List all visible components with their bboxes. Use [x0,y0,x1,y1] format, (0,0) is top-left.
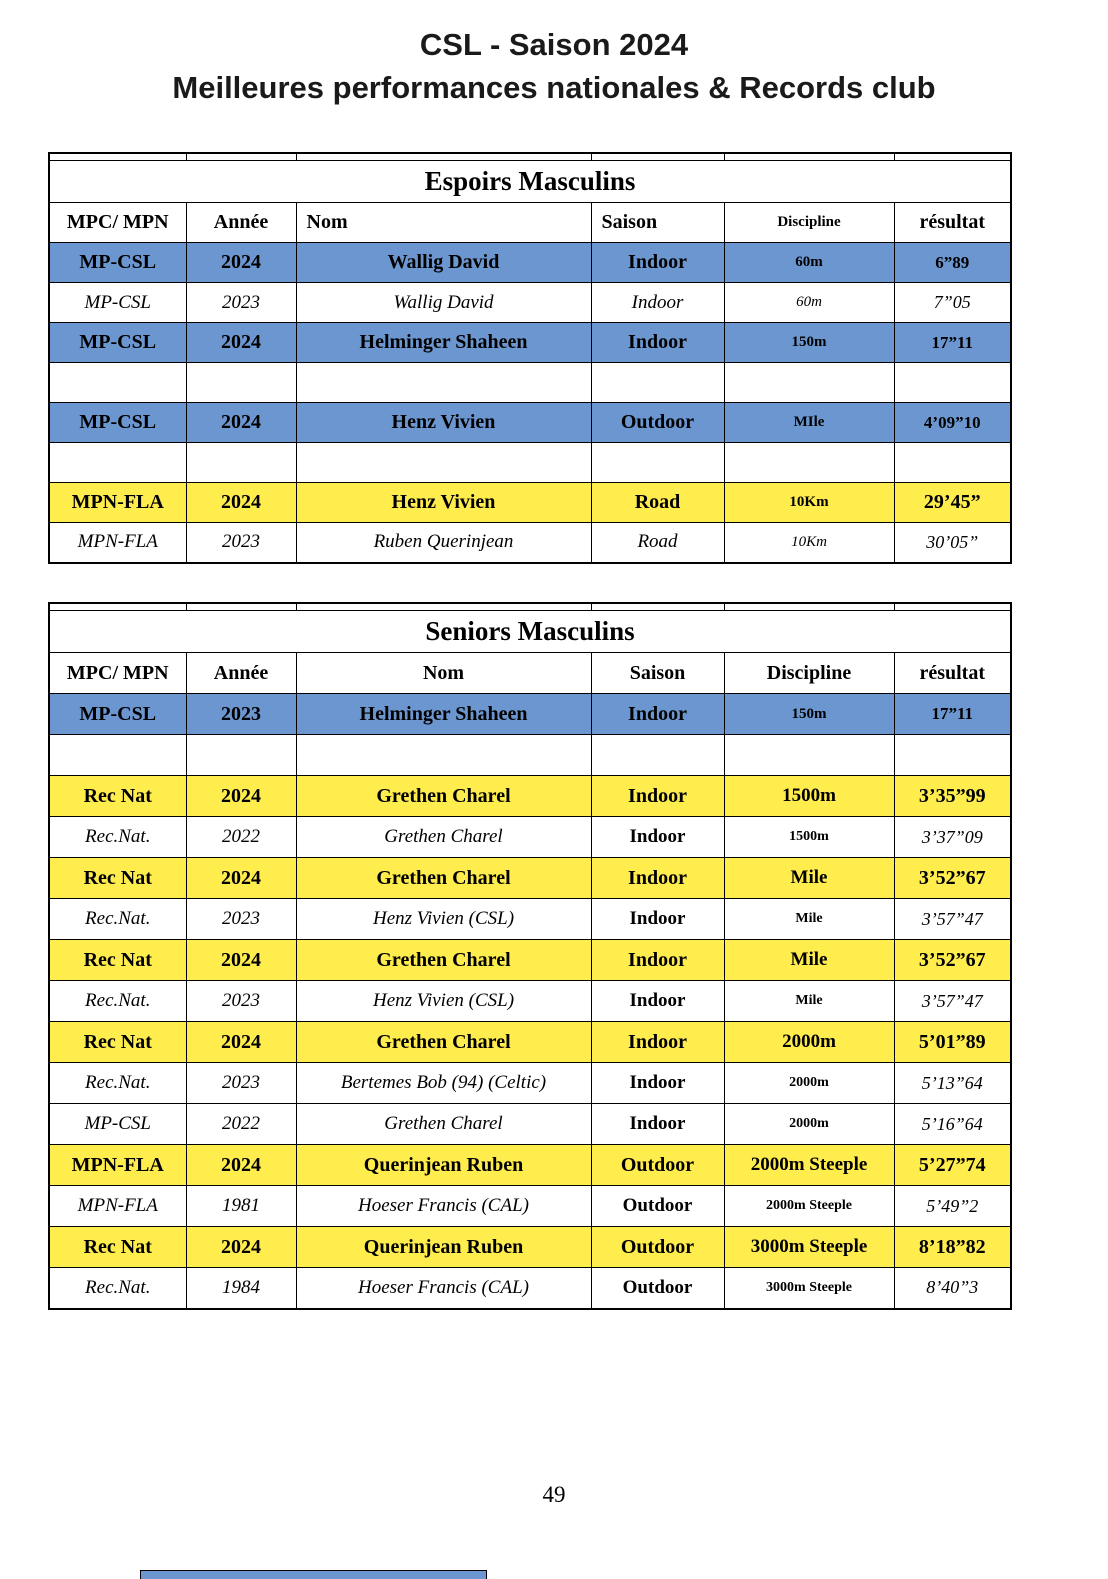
cell-resultat: 17”11 [894,323,1011,363]
cell-annee: 2024 [186,776,296,817]
cell-annee: 2023 [186,694,296,735]
cell-mpc-mpn [49,363,186,403]
cell-saison: Indoor [591,817,724,858]
cell-nom: Hoeser Francis (CAL) [296,1186,591,1227]
cell-discipline: MIle [724,403,894,443]
cell-resultat: 4’09”10 [894,403,1011,443]
cell-saison: Outdoor [591,1268,724,1309]
cell-annee: 2024 [186,483,296,523]
cell-nom: Hoeser Francis (CAL) [296,1268,591,1309]
table-row [49,243,1011,283]
spacer-cell [49,153,186,161]
cell-nom: Grethen Charel [296,817,591,858]
cell-resultat: 29’45” [894,483,1011,523]
cell-mpc-mpn: Rec Nat [49,940,186,981]
cell-nom: Henz Vivien [296,483,591,523]
cell-mpc-mpn: MP-CSL [49,694,186,735]
cell-mpc-mpn: Rec.Nat. [49,1063,186,1104]
cell-discipline: 2000m [724,1104,894,1145]
cell-mpc-mpn: MPN-FLA [49,1145,186,1186]
spacer-cell [591,603,724,611]
cell-annee: 2023 [186,1063,296,1104]
cell-resultat: 8’18”82 [894,1227,1011,1268]
cell-resultat [894,443,1011,483]
cell-nom: Helminger Shaheen [296,694,591,735]
cell-resultat: 5’13”64 [894,1063,1011,1104]
cell-nom: Grethen Charel [296,940,591,981]
cell-discipline: 1500m [724,776,894,817]
empty-table-row [49,363,1011,403]
table-row [49,817,1011,858]
cell-annee: 2023 [186,283,296,323]
cell-discipline: 2000m [724,1063,894,1104]
cell-saison: Indoor [591,899,724,940]
spacer-cell [724,153,894,161]
cell-saison: Indoor [591,858,724,899]
cell-discipline: Mile [724,940,894,981]
column-header-annee: Année [186,653,296,694]
cell-nom: Wallig David [296,243,591,283]
cell-mpc-mpn: Rec.Nat. [49,899,186,940]
cell-mpc-mpn: MPN-FLA [49,523,186,563]
cell-resultat [894,363,1011,403]
cell-annee: 2023 [186,523,296,563]
cell-discipline: 1500m [724,817,894,858]
table-top-spacer-row [49,603,1011,611]
cell-annee: 2024 [186,403,296,443]
cell-nom: Ruben Querinjean [296,523,591,563]
cell-mpc-mpn: MPN-FLA [49,1186,186,1227]
spacer-cell [186,603,296,611]
cell-annee: 1984 [186,1268,296,1309]
cell-saison [591,735,724,776]
cell-mpc-mpn: MP-CSL [49,323,186,363]
cell-annee: 2024 [186,1022,296,1063]
cell-mpc-mpn: MP-CSL [49,403,186,443]
table-row [49,403,1011,443]
cell-discipline: 10Km [724,523,894,563]
cell-mpc-mpn: Rec.Nat. [49,817,186,858]
table-row [49,694,1011,735]
cell-mpc-mpn: Rec Nat [49,1022,186,1063]
cell-saison: Indoor [591,940,724,981]
table-title: Espoirs Masculins [49,161,1011,203]
table-row [49,483,1011,523]
cell-resultat: 5’01”89 [894,1022,1011,1063]
cell-saison: Indoor [591,283,724,323]
cell-annee: 2024 [186,858,296,899]
cell-annee: 2024 [186,243,296,283]
cell-saison [591,443,724,483]
table-row [49,323,1011,363]
column-header-saison: Saison [591,653,724,694]
table-row [49,1145,1011,1186]
cell-discipline: 2000m [724,1022,894,1063]
cell-resultat: 3’57”47 [894,899,1011,940]
spacer-cell [591,153,724,161]
cell-annee: 1981 [186,1186,296,1227]
cell-annee: 2024 [186,323,296,363]
spacer-cell [186,153,296,161]
cell-saison: Indoor [591,323,724,363]
cell-nom: Henz Vivien [296,403,591,443]
cell-resultat: 5’16”64 [894,1104,1011,1145]
cell-annee: 2024 [186,1227,296,1268]
table-row [49,1186,1011,1227]
cell-mpc-mpn: MP-CSL [49,283,186,323]
table-row [49,981,1011,1022]
cell-nom: Bertemes Bob (94) (Celtic) [296,1063,591,1104]
table-header-row [49,653,1011,694]
cell-saison: Road [591,523,724,563]
cell-annee: 2022 [186,817,296,858]
cell-mpc-mpn: MPN-FLA [49,483,186,523]
column-header-mpc-mpn: MPC/ MPN [49,203,186,243]
table-row [49,940,1011,981]
cell-discipline: 150m [724,323,894,363]
cell-resultat: 7”05 [894,283,1011,323]
cell-resultat: 6”89 [894,243,1011,283]
table-header-row [49,203,1011,243]
cell-discipline: 3000m Steeple [724,1268,894,1309]
table-row [49,858,1011,899]
cell-annee: 2024 [186,940,296,981]
cell-annee [186,363,296,403]
cell-nom: Grethen Charel [296,1022,591,1063]
table-title: Seniors Masculins [49,611,1011,653]
cell-discipline: 2000m Steeple [724,1186,894,1227]
column-header-discipline: Discipline [724,203,894,243]
cell-nom: Querinjean Ruben [296,1145,591,1186]
cell-annee: 2023 [186,981,296,1022]
cell-resultat: 3’37”09 [894,817,1011,858]
column-header-nom: Nom [296,653,591,694]
cell-nom: Henz Vivien (CSL) [296,981,591,1022]
cell-mpc-mpn [49,443,186,483]
column-header-nom: Nom [296,203,591,243]
cell-discipline: 150m [724,694,894,735]
cell-nom: Henz Vivien (CSL) [296,899,591,940]
table-row [49,776,1011,817]
cell-nom [296,443,591,483]
table-row [49,283,1011,323]
cell-saison: Indoor [591,1063,724,1104]
cell-resultat: 3’52”67 [894,858,1011,899]
cell-nom [296,363,591,403]
cell-mpc-mpn: Rec Nat [49,858,186,899]
cell-mpc-mpn: MP-CSL [49,1104,186,1145]
cell-nom: Querinjean Ruben [296,1227,591,1268]
cell-saison: Indoor [591,776,724,817]
cell-annee: 2024 [186,1145,296,1186]
table-row [49,1104,1011,1145]
table-title-row [49,611,1011,653]
cell-discipline: Mile [724,858,894,899]
cell-resultat [894,735,1011,776]
cell-resultat: 17”11 [894,694,1011,735]
cell-discipline [724,443,894,483]
cell-nom: Grethen Charel [296,776,591,817]
column-header-annee: Année [186,203,296,243]
cell-resultat: 30’05” [894,523,1011,563]
table-row [49,1022,1011,1063]
cell-discipline [724,735,894,776]
cell-saison: Outdoor [591,403,724,443]
cell-saison: Outdoor [591,1227,724,1268]
cell-discipline: 60m [724,283,894,323]
document-title-line-1: CSL - Saison 2024 [419,27,689,62]
column-header-saison: Saison [591,203,724,243]
cell-resultat: 3’35”99 [894,776,1011,817]
cell-saison: Outdoor [591,1186,724,1227]
empty-table-row [49,735,1011,776]
cell-mpc-mpn: Rec Nat [49,776,186,817]
cell-nom: Wallig David [296,283,591,323]
cell-discipline: Mile [724,899,894,940]
spacer-cell [49,603,186,611]
cell-mpc-mpn: MP-CSL [49,243,186,283]
table-row [49,1268,1011,1309]
cell-discipline: 3000m Steeple [724,1227,894,1268]
cell-resultat: 5’27”74 [894,1145,1011,1186]
cell-annee: 2023 [186,899,296,940]
cell-discipline: 2000m Steeple [724,1145,894,1186]
cell-mpc-mpn: Rec Nat [49,1227,186,1268]
cell-saison: Indoor [591,1104,724,1145]
spacer-cell [894,603,1011,611]
document-title-line-2: Meilleures performances nationales & Records club [172,69,936,105]
column-header-mpc-mpn: MPC/ MPN [49,653,186,694]
cell-mpc-mpn: Rec.Nat. [49,1268,186,1309]
document-title [0,0,1108,110]
spacer-cell [894,153,1011,161]
spacer [0,110,1108,152]
cell-discipline: 60m [724,243,894,283]
spacer-cell [296,153,591,161]
cell-resultat: 8’40”3 [894,1268,1011,1309]
cell-saison: Indoor [591,981,724,1022]
column-header-resultat: résultat [894,653,1011,694]
cell-discipline: Mile [724,981,894,1022]
cell-saison: Indoor [591,694,724,735]
cell-resultat: 3’52”67 [894,940,1011,981]
cell-saison: Road [591,483,724,523]
seniors-masculins-table [48,602,1012,1310]
cell-nom [296,735,591,776]
cell-mpc-mpn [49,735,186,776]
cell-discipline: 10Km [724,483,894,523]
cell-annee [186,443,296,483]
cell-annee [186,735,296,776]
cell-annee: 2022 [186,1104,296,1145]
empty-table-row [49,443,1011,483]
table-row [49,1063,1011,1104]
cell-resultat: 5’49”2 [894,1186,1011,1227]
page-number: 49 [542,1482,566,1507]
cell-nom: Grethen Charel [296,1104,591,1145]
spacer-cell [724,603,894,611]
spacer-cell [296,603,591,611]
column-header-discipline: Discipline [724,653,894,694]
table-top-spacer-row [49,153,1011,161]
cell-discipline [724,363,894,403]
cell-saison [591,363,724,403]
table-row [49,523,1011,563]
spacer [0,564,1108,602]
cell-saison: Outdoor [591,1145,724,1186]
table-title-row [49,161,1011,203]
cell-resultat: 3’57”47 [894,981,1011,1022]
cell-saison: Indoor [591,1022,724,1063]
table-row [49,899,1011,940]
cell-mpc-mpn: Rec.Nat. [49,981,186,1022]
cell-saison: Indoor [591,243,724,283]
table-row [49,1227,1011,1268]
column-header-resultat: résultat [894,203,1011,243]
cell-nom: Grethen Charel [296,858,591,899]
espoirs-masculins-table [48,152,1012,564]
cell-nom: Helminger Shaheen [296,323,591,363]
